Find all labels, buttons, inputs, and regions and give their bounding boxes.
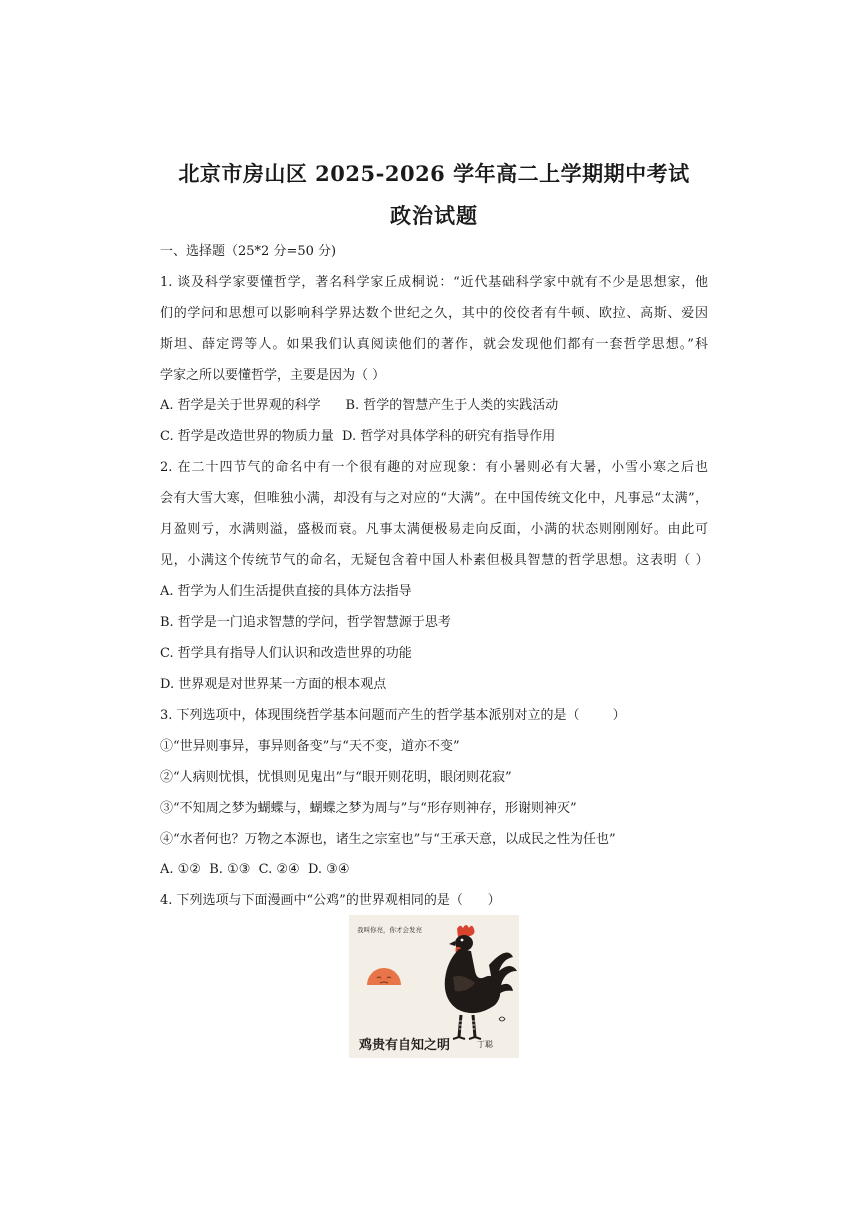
question-2-line: 会有大雪大寒，但唯独小满，却没有与之对应的“大满”。在中国传统文化中，凡事忌“太满”，: [160, 491, 708, 506]
cartoon-signature: 丁聪: [477, 1040, 493, 1049]
question-1-line: 们的学问和思想可以影响科学界达数个世纪之久，其中的佼佼者有牛顿、欧拉、高斯、爱因: [160, 306, 708, 321]
question-3-option: ②“人病则忧惧，忧惧则见鬼出”与“眼开则花明，眼闭则花寂”: [160, 770, 512, 785]
question-2-option: C. 哲学具有指导人们认识和改造世界的功能: [160, 646, 412, 661]
question-1-line: 斯坦、薛定谔等人。如果我们认真阅读他们的著作，就会发现他们都有一套哲学思想。”科: [160, 337, 708, 352]
seal-mark: [499, 1017, 505, 1021]
cartoon-note: 我叫你亮，你才会发亮: [357, 926, 422, 934]
question-3-option: ④“水者何也？万物之本源也，诸生之宗室也”与“王承天意，以成民之性为任也”: [160, 832, 616, 847]
question-4-line: 4. 下列选项与下面漫画中“公鸡”的世界观相同的是（ ）: [160, 893, 501, 908]
question-1-line: 1. 谈及科学家要懂哲学，著名科学家丘成桐说：“近代基础科学家中就有不少是思想家，他: [160, 275, 708, 290]
exam-title: 北京市房山区 2025-2026 学年高二上学期期中考试: [178, 161, 690, 186]
question-3-line: 3. 下列选项中，体现围绕哲学基本问题而产生的哲学基本派别对立的是（ ）: [160, 708, 626, 723]
question-3-option: ①“世异则事异，事异则备变”与“天不变，道亦不变”: [160, 739, 460, 754]
cartoon-caption: 鸡贵有自知之明: [359, 1038, 451, 1053]
question-2-line: 月盈则亏，水满则溢，盛极而衰。凡事太满便极易走向反面，小满的状态则刚刚好。由此可: [160, 522, 708, 537]
section-heading: 一、选择题（25*2 分=50 分): [160, 244, 337, 259]
question-2-line: 见，小满这个传统节气的命名，无疑包含着中国人朴素但极具智慧的哲学思想。这表明（ ）: [160, 553, 708, 568]
sun-icon: [367, 968, 401, 985]
rooster-cartoon: [349, 915, 519, 1058]
question-1-line: 学家之所以要懂哲学，主要是因为（ ）: [160, 368, 386, 383]
question-3-option: ③“不知周之梦为蝴蝶与，蝴蝶之梦为周与”与“形存则神存，形谢则神灭”: [160, 801, 577, 816]
question-2-option: A. 哲学为人们生活提供直接的具体方法指导: [160, 584, 412, 599]
question-3-answer-options: A. ①② B. ①③ C. ②④ D. ③④: [160, 862, 350, 877]
rooster-icon: [445, 925, 517, 1039]
question-1-option: C. 哲学是改造世界的物质力量 D. 哲学对具体学科的研究有指导作用: [160, 429, 556, 444]
exam-subtitle: 政治试题: [390, 203, 478, 228]
question-1-option: A. 哲学是关于世界观的科学 B. 哲学的智慧产生于人类的实践活动: [160, 398, 559, 413]
question-2-option: B. 哲学是一门追求智慧的学问，哲学智慧源于思考: [160, 615, 451, 630]
question-2-option: D. 世界观是对世界某一方面的根本观点: [160, 677, 387, 692]
question-2-line: 2. 在二十四节气的命名中有一个很有趣的对应现象：有小暑则必有大暑，小雪小寒之后也: [160, 460, 708, 475]
